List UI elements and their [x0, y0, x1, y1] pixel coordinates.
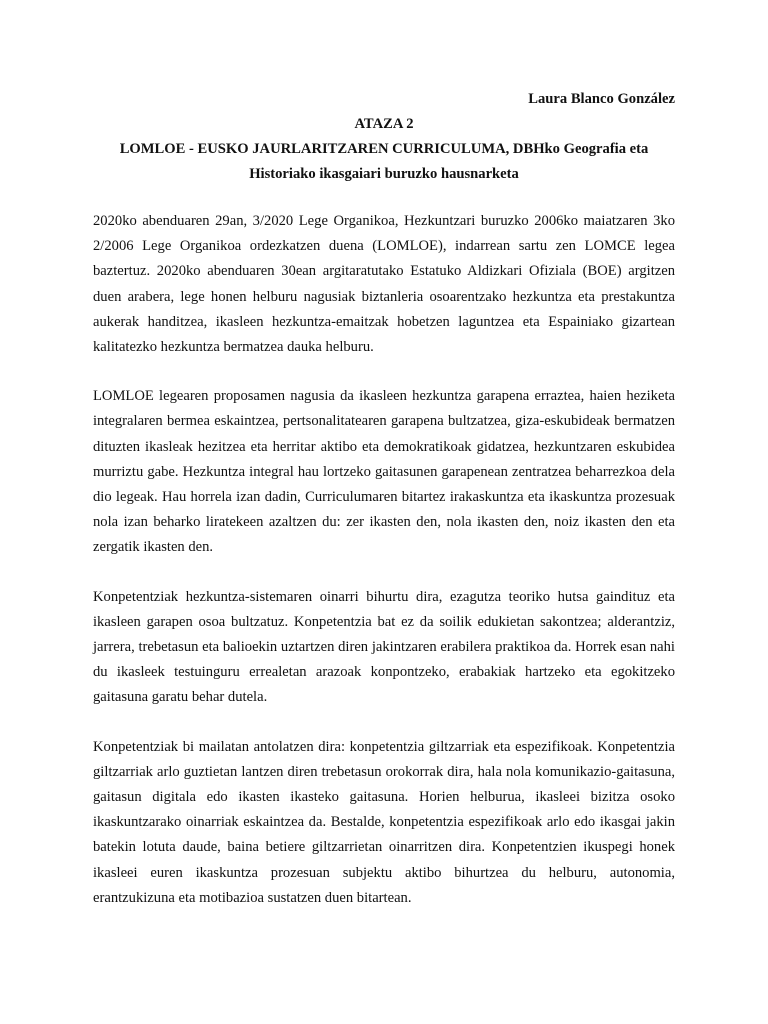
- body-paragraph-4: Konpetentziak bi mailatan antolatzen dira: konpetentzia giltzarriak eta espezifikoak. Konpetentzia giltzarriak arlo guztietan lantzen diren trebetasun orokorrak dira, hala nola komunikazio-gaitasuna, gaitasun digitala edo ikasten ikasteko gaitasuna. Horien helburua, ikasleei bizitza osoko ikaskuntzarako oinarriak eskaintzea da. Bestalde, konpetentzia espezifikoak arlo edo ikasgai jakin batekin lotuta daude, baina betiere giltzarrietan oinarritzen dira. Konpetentzien ikuspegi honek ikasleei euren ikaskuntza prozesuan subjektu aktibo bihurtzea du helburu, autonomia, erantzukizuna eta motibazioa sustatzen duen bitartean.: [93, 738, 675, 906]
- title-line-2: Historiako ikasgaiari buruzko hausnarketa: [249, 166, 519, 182]
- task-heading: ATAZA 2: [354, 116, 414, 132]
- title-line-1: LOMLOE - EUSKO JAURLARITZAREN CURRICULUMA, DBHko Geografia eta: [119, 141, 649, 157]
- body-paragraph-1: 2020ko abenduaren 29an, 3/2020 Lege Organikoa, Hezkuntzari buruzko 2006ko maiatzaren 3ko 2/2006 Lege Organikoa ordezkatzen duena (LOMLOE), indarrean sartu zen LOMCE legea baztertuz. 2020ko abenduaren 30ean argitaratutako Estatuko Aldizkari Ofiziala (BOE) argitzen duen arabera, lege honen helburu nagusiak biztanleria osoarentzako hezkuntza eta prestakuntza aukerak handitzea, ikasleen hezkuntza-emaitzak hobetzen laguntzea eta Espainiako gizartean kalitatezko hezkuntza bermatzea dauka helburu.: [93, 213, 675, 356]
- body-paragraph-3: Konpetentziak hezkuntza-sistemaren oinarri bihurtu dira, ezagutza teoriko hutsa gaindituz eta ikasleen garapen osoa bultzatuz. Konpetentzia bat ez da soilik edukietan sakontzea; alderantziz, jarrera, trebetasun eta balioekin uztartzen diren jakintzaren erabilera praktikoa da. Horrek esan nahi du ikasleek testuinguru errealetan arazoak konpontzeko, erabakiak hartzeko eta egokitzeko gaitasuna garatu behar dutela.: [93, 588, 675, 706]
- author-name: Laura Blanco González: [528, 91, 675, 107]
- document-title: [93, 137, 675, 187]
- body-paragraph-2: LOMLOE legearen proposamen nagusia da ikasleen hezkuntza garapena erraztea, haien heziketa integralaren bermea eskaintzea, pertsonalitatearen garapena bultzatzea, giza-eskubideak bermatzen dituzten ikasleak hezitzea eta herritar aktibo eta demokratikoak gidatzea, hezkuntzaren eskubidea murriztu gabe. Hezkuntza integral hau lortzeko gaitasunen garapenean zentratzea beharrezkoa dela dio legeak. Hau horrela izan dadin, Curriculumaren bitartez irakaskuntza eta ikaskuntza prozesuak nola izan beharko liratekeen azaltzen du: zer ikasten den, nola ikasten den, noiz ikasten den eta zergatik ikasten den.: [93, 388, 675, 556]
